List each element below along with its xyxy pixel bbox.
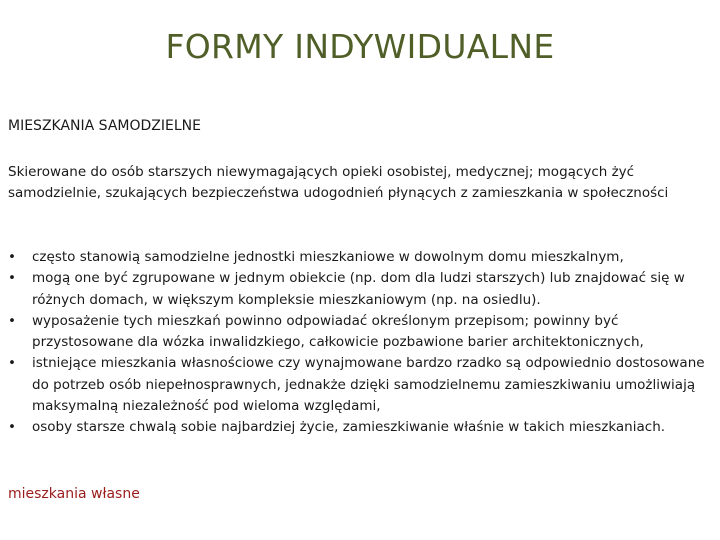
bullet-icon: • [8,270,16,287]
list-item-text: istniejące mieszkania własnościowe czy wynajmowane bardzo rzadko są odpowiednio dostosowane do potrzeb osób niepełnosprawnych, jednakże dzięki samodzielnemu zamieszkiwaniu umożliwiają maksymalną niezależność pod wieloma względami, [32,355,705,415]
list-item [8,353,713,417]
list-item [8,311,713,354]
bullet-icon: • [8,355,16,372]
bullet-icon: • [8,312,16,329]
bullet-icon: • [8,419,16,436]
list-item-text: mogą one być zgrupowane w jednym obiekcie (np. dom dla ludzi starszych) lub znajdować się w różnych domach, w większym kompleksie mieszkaniowym (np. na osiedlu). [32,270,685,308]
list-item [8,268,713,311]
list-item-text: osoby starsze chwalą sobie najbardziej życie, zamieszkiwanie właśnie w takich mieszkaniach. [32,419,666,436]
list-item-text: często stanowią samodzielne jednostki mieszkaniowe w dowolnym domu mieszkalnym, [32,249,624,265]
intro-paragraph: Skierowane do osób starszych niewymagających opieki osobistej, medycznej; mogących żyć samodzielnie, szukających bezpieczeństwa udogodnień płynących z zamieszkania w społeczności [8,164,669,201]
section-heading: MIESZKANIA SAMODZIELNE [8,118,201,134]
page-title: FORMY INDYWIDUALNE [165,27,555,67]
list-item [8,417,713,438]
mieszkania-wlasne-link[interactable]: mieszkania własne [8,486,140,502]
list-item-text: wyposażenie tych mieszkań powinno odpowiadać określonym przepisom; powinny być przystosowane dla wózka inwalidzkiego, całkowicie pozbawione barier architektonicznych, [32,312,644,351]
bullet-list [8,247,713,439]
bullet-icon: • [8,249,16,265]
list-item [8,247,713,268]
